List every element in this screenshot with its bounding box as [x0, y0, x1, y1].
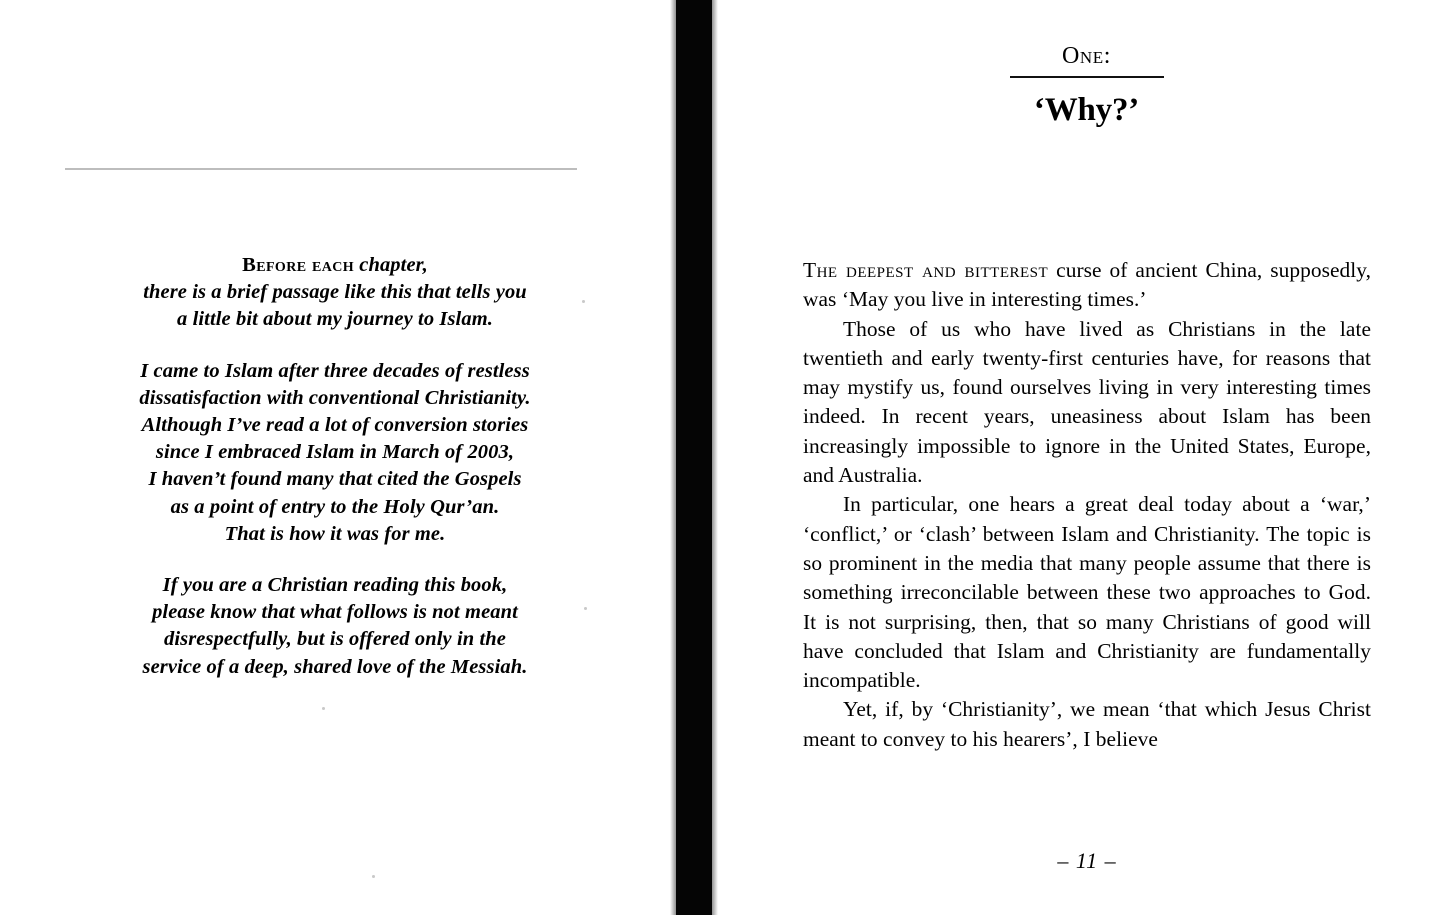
epigraph-line: a little bit about my journey to Islam.	[177, 308, 493, 331]
epigraph-line: I came to Islam after three decades of restless	[140, 359, 530, 382]
epigraph	[65, 252, 605, 681]
scan-speckle	[322, 707, 325, 710]
body-paragraph	[803, 256, 1371, 315]
chapter-number-label: One:	[1061, 43, 1112, 69]
epigraph-line: as a point of entry to the Holy Qur’an.	[170, 495, 500, 518]
page-number: – 11 –	[1057, 848, 1117, 873]
body-paragraph: Those of us who have lived as Christians in the late twentieth and early twenty-first centuries have, for reasons that may mystify us, found ourselves living in very interesting times indeed. In recent years, uneasiness about Islam has been increasingly impossible to ignore in the United States, Europe, and Australia.	[803, 316, 1371, 488]
epigraph-stanza	[65, 252, 605, 334]
epigraph-line: If you are a Christian reading this book,	[162, 574, 508, 597]
top-horizontal-rule	[65, 168, 577, 170]
epigraph-line: service of a deep, shared love of the Messiah.	[142, 655, 528, 678]
epigraph-stanza	[65, 358, 605, 548]
epigraph-line	[65, 252, 605, 279]
body-paragraph: Yet, if, by ‘Christianity’, we mean ‘that which Jesus Christ meant to convey to his hearers’, I believe	[803, 697, 1371, 751]
epigraph-line: Although I’ve read a lot of conversion stories	[141, 414, 529, 437]
epigraph-line: since I embraced Islam in March of 2003,	[155, 441, 515, 464]
book-gutter	[676, 0, 712, 915]
epigraph-smallcaps-lead: Before each	[242, 254, 355, 276]
epigraph-line: please know that what follows is not meant	[152, 601, 518, 624]
chapter-title: ‘Why?’	[1033, 92, 1140, 129]
body-text	[803, 256, 1371, 754]
left-page	[0, 0, 676, 915]
chapter-heading-rule	[1010, 76, 1164, 78]
epigraph-stanza	[65, 572, 605, 681]
body-paragraph-text: curse of ancient China, supposedly, was ‘May you live in interesting times.’	[803, 258, 1372, 312]
epigraph-line: dissatisfaction with conventional Christianity.	[139, 386, 531, 409]
right-page	[712, 0, 1445, 915]
epigraph-line: disrespectfully, but is offered only in the	[164, 628, 506, 651]
body-paragraph: In particular, one hears a great deal today about a ‘war,’ ‘conflict,’ or ‘clash’ between Islam and Christianity. The topic is so prominent in the media that many people assume that there is something irreconcilable between these two approaches to God. It is not surprising, then, that so many Christians of good will have concluded that Islam and Christianity are fundamentally incompatible.	[803, 492, 1371, 693]
epigraph-line: I haven’t found many that cited the Gospels	[148, 468, 522, 491]
opening-smallcaps-lead: The deepest and bitterest	[803, 258, 1049, 282]
chapter-heading	[803, 44, 1370, 128]
epigraph-line-text: chapter,	[354, 254, 428, 276]
epigraph-line: there is a brief passage like this that tells you	[143, 281, 527, 304]
epigraph-line: That is how it was for me.	[224, 522, 446, 545]
scan-speckle	[372, 875, 375, 878]
